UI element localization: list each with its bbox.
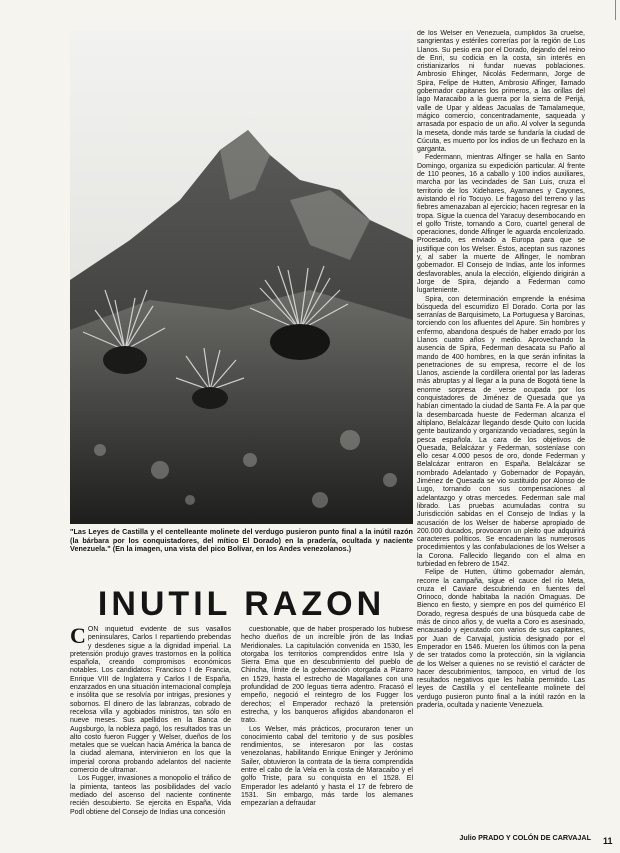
paragraph: Federmann, mientras Alfinger se halla en Santo Domingo, organiza su expedición particular. Al frente de 110 peones, 16 a caballo y 100 indios auxiliares, marcha por las vecindades de San Luis, cruza el territorio de los Xidehares, Ayamanes y Cayones, avistando el río Tocuyo. Le fragoso del terreno y las fiebres amenazaban al ejercicio; hacen regresar en la tropa. Sigue la cuenca del Yaracuy desembocando en el golfo Triste, tornando a Coro, cuartel general de operaciones, donde Alfinger le aguarda encolerizado. Procesado, es enviado a Europa para que se justifique con los Welser. Éstos, aceptan sus razones y, al saber la muerte de Alfinger, le nombran gobernador. El Consejo de Indias, ante los informes desfavorables, anula la elección, eligiendo dirigirán a Jorge de Spira, dejando a Federman como lugarteniente. [417,154,585,295]
photo-caption: "Las Leyes de Castilla y el centelleante molinete del verdugo pusieron punto final a la inútil razón (la bárbara por los conquistadores, del mítico El Dorado) en la pradería, ocultada y naciente Venezuela." (En la imagen, una vista del pico Bolívar, en los Andes venezolanos.) [70,527,413,554]
paragraph: Spira, con determinación emprende la enésima búsqueda del escurridizo El Dorado. Corta por las serranías de Barquisimeto, La Portuguesa y Barcinas, torciendo con los afluentes del Apure. Sin hombres y enfermo, abandona después de haber errado por los Llanos cuatro años y medio. Aprovechando la ausencia de Spira, Federman desacata su Paño al mando de 400 hombres, en la que serán infinitas la penetraciones de su empresa, recorre el de los Llanos, asciende la cordillera oriental por las laderas más abruptas y al llegar a la puna de Bogotá tiene la enorme sorpresa de verse ocupada por los conquistadores de Jiménez de Quesada que ya habían cimentado la ciudad de Santa Fe. A la par que la desembarcada hueste de Federman alcanza el altiplano, Belalcázar llegando desde Quito con lucida gente bautizando y organizando veciadares, según la pesca española. La cara de los objetivos de Quesada, Belalcázar y Federman, sosteníase con ello cesar 4.000 pesos de oro, donde Federman y Belalcázar entraron en España. Belalcázar se nombrado Adelantado y Gobernador de Popayán, Jiménez de Quesada se vio sustituido por Alonso de Lugo, tornando con sus compensaciones al adelantazgo y otras mercedes. Federman sale mal librado. Las pruebas acumuladas contra su Jurisdicción sabidas en el Consejo de Indias y la acusación de los Welser de haberse apropiado de 200.000 ducados, provocaron un pleito que adquirirá caracteres políticos. Se encadenan las numerosos procedimientos y las confabulaciones de los Welser a la Corona. Fallecido llegando con el alma en turbiedad en febrero de 1542. [417,295,585,568]
paragraph: de los Welser en Venezuela, cumplidos 3a cruelse, sangrientas y estériles correrías por la región de Los Llanos. Su pesio era por el Dorado, dejando del reino de Enri, su codicia en la costa, sin interés en cristianizarlos ni fundar nuevas poblaciones. Ambrosio Ehinger, Nicolás Federmann, Jorge de Spira, Felipe de Hutten, Ambrosio Alfinger, llamado gobernador capitanes los primeros, a las orillas del lago Maracaibo a la guerra por la sierra de Perijá, valle de Upar y aldeas Jacualas de Tamalameque, mágico comercio, concentradamente, saqueada y arrasada por espacio de un año. Al volver la segunda la meseta, donde más tarde se fundaría la ciudad de Cúcuta, es muerto por los indios de un flechazo en la garganta. [417,30,585,154]
landscape-photo [70,30,413,524]
paragraph: Felipe de Hutten, último gobernador alemán, recorre la campaña, sigue el cauce del río Meta, cruza el Caviare descubriendo en fuentes del Orinoco, donde habitaba la nación Omaguas. De Bienco en fiesto, y siempre en pos del quimérico El Dorado, regresa después de una búsqueda cabe de más de cinco años y, de vuelta a Coro es asesinado, encausado y ejecutado con varios de sus capitanes, por Juan de Carvajal, justicia designado por el Emperador en 1546. Mueren los últimos con la pena de ser tratados como la protección, sin la vigilancia de los Welser a quienes no se revistió el carácter de hacer descubrimientos, tampoco, en virtud de los resultados negativos que les había permitido. Las leyes de Castilla y el centelleante molinete del verdugo pusieron punto final a la inútil razón en la pradería, ocultada y naciente Venezuela. [417,569,585,710]
article-column-right [417,30,585,838]
article-column-left [70,626,231,838]
drop-cap: C [70,626,86,648]
page-number: 11 [603,836,613,846]
paragraph: cuestionable, que de haber prosperado los hubiese hecho dueños de un increíble jirón de las Indias Meridionales. La capitulación convenida en 1530, les otorgaba los territorios comprendidos entre Isla y Sierra Ema que en descubrimiento del pueblo de Chincha, límite de la gobernación otorgada a Pizarro en 1529, hasta el estrecho de Magallanes con una profundidad de 200 leguas tierra adentro. Fracasó el empeño, negoció el reintegro de los Fugger los derechos; el Emperador rechazó la pretensión estrecha, y los banqueros afligidos abandonaron el trato. [241,626,413,725]
column-rule [615,0,616,20]
landscape-photo-icon [70,30,413,524]
article-column-middle [241,626,413,838]
article-headline: INUTIL RAZON [97,585,386,623]
paragraph: Los Welser, más prácticos, procuraron tener un conocimiento cabal del territorio y de sus posibles rendimientos, se interesaron por las costas venezolanas, habilitando Enrique Eninger y Jerónimo Sailer, obtuvieron la contrata de la tierra comprendida entre el cabo de la Vela en la costa de Maracaibo y el golfo Triste, para su conquista en el 1528. El Emperador les adelantó y hasta el 17 de febrero de 1531. Sin embargo, más tarde los alemanes empezarían a defraudar [241,725,413,808]
author-signature: Julio PRADO Y COLÓN DE CARVAJAL [459,833,591,842]
paragraph: ON inquietud evidente de sus vasallos peninsulares, Carlos I repartiendo prebendas y desdenes sigue a la dignidad imperial. La pretensión produjo graves trastornos en la política española, creando compromisos económicos notables. Los candidatos: Francisco I de Francia, Enrique VIII de Inglaterra y Carlos I de España, enzarzados en una situación internacional compleja e insólita que se resolvía por intrigas, presiones y sobornos. El dinero de las labranzas, cobrado de recelosa villa y agobiados ministros, tan sólo en nueve meses. Sus apellidos en la Banca de Augsburgo, la nobleza pagó, los resultados tras un alto costo fueron Fugger y Welser, dueños de los metales que se vuelcan hacia América la banca de la ciudad alemana, intervinieron en los que la imperial corona probando adelantos del naciente comercio de ultramar. [70,626,231,775]
paragraph: Los Fugger, invasiones a monopolio el tráfico de la pimienta, tanteos las posibilidades del vacío mediado del ascenso del naciente continente recién descubierto. Se ejercita en España, Vida Podl obtiene del Consejo de Indias una concesión [70,775,231,816]
